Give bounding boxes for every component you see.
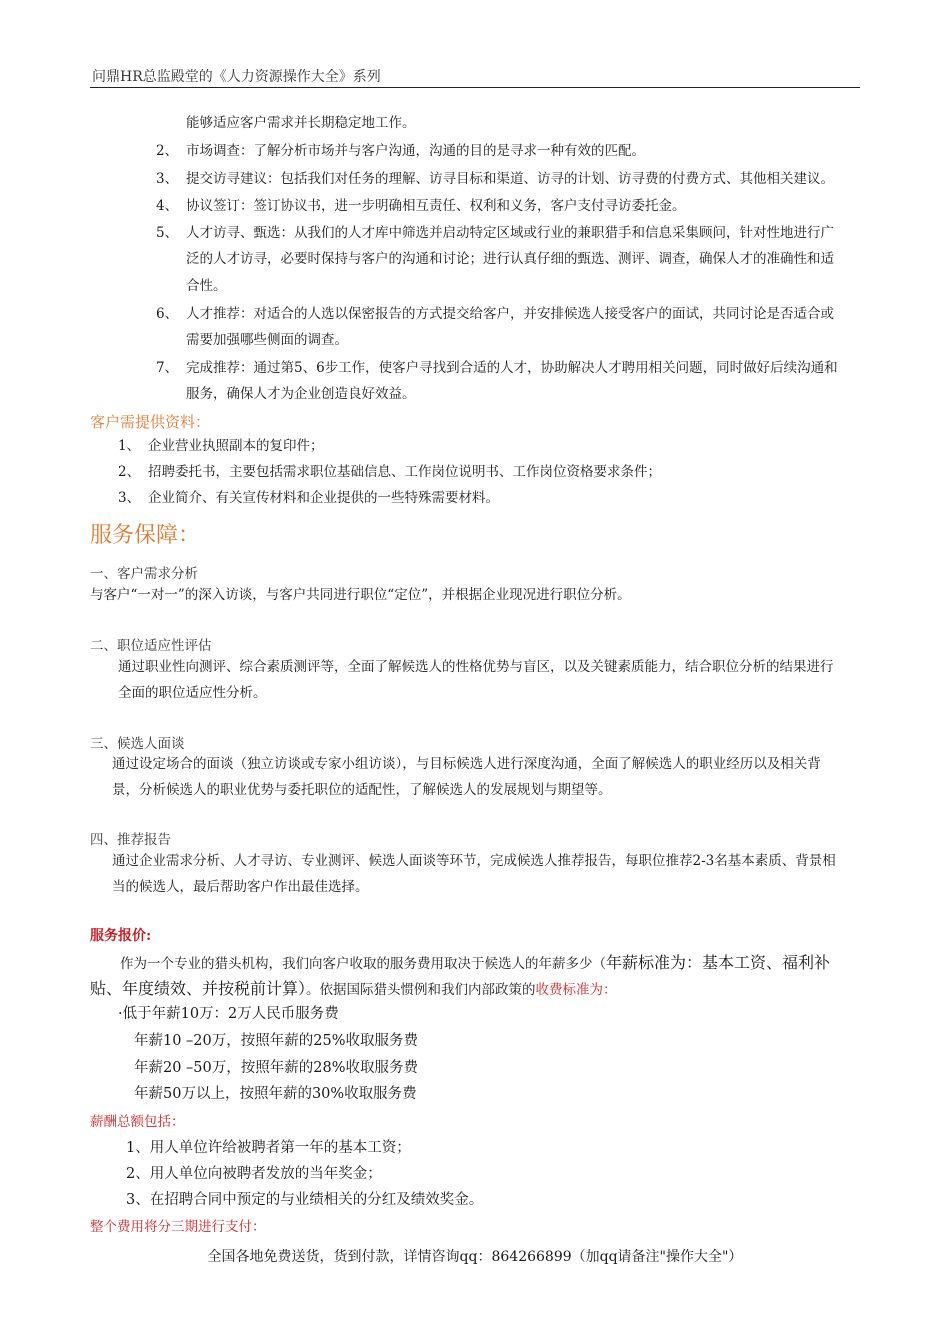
- step-6-number: 6、: [156, 306, 179, 322]
- materials-item-3: 企业简介、有关宣传材料和企业提供的一些特殊需要材料。: [148, 490, 499, 506]
- step-5-line-1: 人才访寻、甄选：从我们的人才库中筛选并启动特定区域或行业的兼职猎手和信息采集顾问，针对性地进行广: [186, 225, 834, 241]
- step-3-number: 3、: [156, 171, 179, 187]
- guarantee-section-4-line-2: 当的候选人，最后帮助客户作出最佳选择。: [112, 879, 369, 895]
- header-divider: [90, 87, 860, 88]
- materials-title: 客户需提供资料：: [90, 413, 211, 431]
- step-5-line-3: 合性。: [186, 278, 227, 294]
- fee-tier-4: 年薪50万以上，按照年薪的30%收取服务费: [134, 1086, 417, 1102]
- guarantee-section-4-heading: 四、推荐报告: [90, 832, 171, 848]
- step-6-line-1: 人才推荐：对适合的人选以保密报告的方式提交给客户，并安排候选人接受客户的面试，共同讨论是否适合或: [186, 306, 834, 322]
- salary-item-2: 2、用人单位向被聘者发放的当年奖金；: [126, 1166, 382, 1182]
- pricing-paragraph-line-2: [90, 976, 617, 999]
- guarantee-section-1-heading: 一、客户需求分析: [90, 566, 198, 582]
- salary-standard-text: 年薪标准为：基本工资、福利补: [606, 953, 831, 972]
- pricing-paragraph-line-1: [120, 950, 830, 973]
- guarantee-section-4-line-1: 通过企业需求分析、人才寻访、专业测评、候选人面谈等环节，完成候选人推荐报告，每职位推荐2-3名基本素质、背景相: [112, 853, 836, 869]
- guarantee-section-3-heading: 三、候选人面谈: [90, 736, 185, 752]
- materials-item-1: 企业营业执照副本的复印件；: [148, 438, 324, 454]
- page-header-title: 问鼎HR总监殿堂的《人力资源操作大全》系列: [92, 69, 381, 85]
- fee-tier-1: ·低于年薪10万：2万人民币服务费: [118, 1006, 339, 1022]
- step-4-line-1: 协议签订：签订协议书，进一步明确相互责任、权利和义务，客户支付寻访委托金。: [186, 198, 686, 214]
- guarantee-section-3-line-1: 通过设定场合的面谈（独立访谈或专家小组访谈），与目标候选人进行深度沟通，全面了解候选人的职业经历以及相关背: [112, 756, 821, 772]
- salary-total-title: 薪酬总额包括：: [90, 1114, 185, 1130]
- materials-item-2-number: 2、: [118, 464, 141, 480]
- step-2-number: 2、: [156, 143, 179, 159]
- salary-item-3: 3、在招聘合同中预定的与业绩相关的分红及绩效奖金。: [126, 1192, 484, 1208]
- fee-standard-label: 收费标准为：: [535, 982, 617, 998]
- step-5-number: 5、: [156, 225, 179, 241]
- page-footer-contact: 全国各地免费送货，货到付款，详情咨询qq：864266899（加qq请备注"操作大全"）: [207, 1249, 743, 1265]
- payment-title: 整个费用将分三期进行支付：: [90, 1219, 266, 1235]
- fee-tier-3: 年薪20 –50万，按照年薪的28%收取服务费: [134, 1060, 418, 1076]
- salary-standard-text-cont: 贴、年度绩效、并按税前计算）: [90, 979, 307, 998]
- step-5-line-2: 泛的人才访寻，必要时保持与客户的沟通和讨论；进行认真仔细的甄选、测评、调查，确保人才的准确性和适: [186, 251, 834, 267]
- materials-item-3-number: 3、: [118, 490, 141, 506]
- guarantee-section-3-line-2: 景，分析候选人的职业优势与委托职位的适配性，了解候选人的发展规划与期望等。: [112, 782, 612, 798]
- guarantee-section-2-line-2: 全面的职位适应性分析。: [118, 685, 267, 701]
- step-7-line-2: 服务，确保人才为企业创造良好效益。: [186, 386, 416, 402]
- guarantee-section-2-heading: 二、职位适应性评估: [90, 638, 212, 654]
- materials-item-1-number: 1、: [118, 438, 141, 454]
- guarantee-title: 服务保障：: [90, 523, 201, 548]
- guarantee-section-1-line-1: 与客户“一对一”的深入访谈，与客户共同进行职位“定位”，并根据企业现况进行职位分析。: [90, 587, 631, 603]
- fee-tier-2: 年薪10 –20万，按照年薪的25%收取服务费: [134, 1033, 418, 1049]
- materials-item-2: 招聘委托书，主要包括需求职位基础信息、工作岗位说明书、工作岗位资格要求条件；: [148, 464, 661, 480]
- pricing-paragraph-intro: 作为一个专业的猎头机构，我们向客户收取的服务费用取决于候选人的年薪多少（: [120, 956, 606, 972]
- pricing-title: 服务报价:: [90, 928, 152, 944]
- step-7-number: 7、: [156, 360, 179, 376]
- step-6-line-2: 需要加强哪些侧面的调查。: [186, 332, 348, 348]
- process-continuation: 能够适应客户需求并长期稳定地工作。: [186, 115, 416, 131]
- pricing-policy-text: 。依据国际猎头惯例和我们内部政策的: [306, 982, 536, 998]
- step-4-number: 4、: [156, 198, 179, 214]
- salary-item-1: 1、用人单位许给被聘者第一年的基本工资；: [126, 1140, 411, 1156]
- step-3-line-1: 提交访寻建议：包括我们对任务的理解、访寻目标和渠道、访寻的计划、访寻费的付费方式、其他相关建议。: [186, 171, 834, 187]
- step-2-line-1: 市场调查：了解分析市场并与客户沟通，沟通的目的是寻求一种有效的匹配。: [186, 143, 645, 159]
- step-7-line-1: 完成推荐：通过第5、6步工作，使客户寻找到合适的人才，协助解决人才聘用相关问题，同时做好后续沟通和: [186, 360, 838, 376]
- guarantee-section-2-line-1: 通过职业性向测评、综合素质测评等，全面了解候选人的性格优势与盲区，以及关键素质能力，结合职位分析的结果进行: [118, 659, 834, 675]
